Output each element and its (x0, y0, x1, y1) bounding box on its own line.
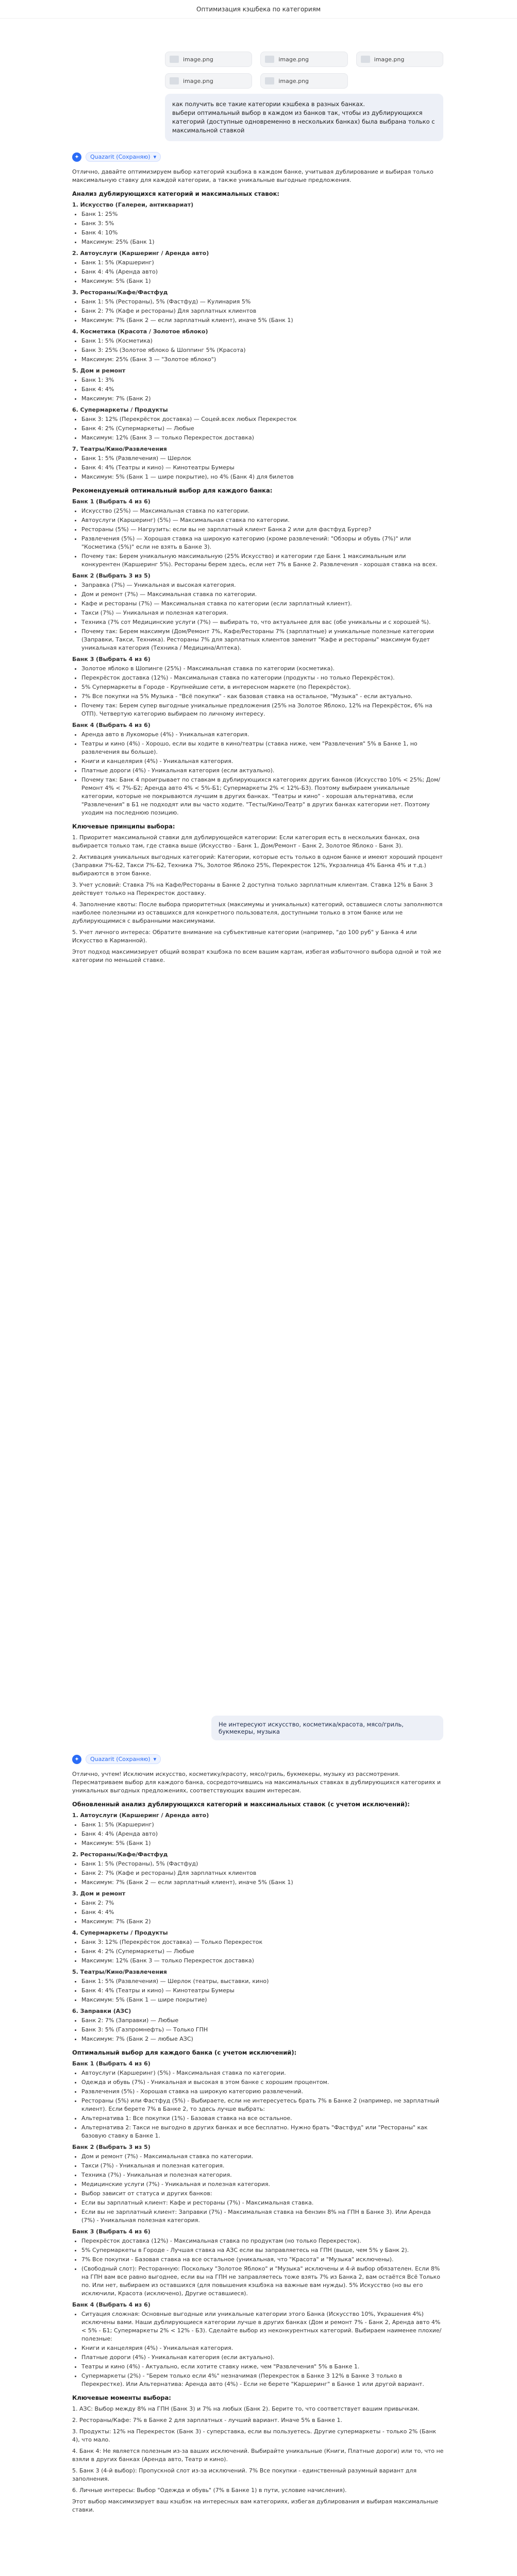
block-items (72, 2310, 444, 2388)
principle-item: 1. АЗС: Выбор между 8% на ГПН (Банк 3) и 7% на любых (Банк 2). Берите то, что соответствует вашим привычкам. (72, 2405, 420, 2412)
principle-item: 5. Банк 3 (4-й выбор): Пропускной слот из-за исключений. 7% Все покупки - единственный разумный вариант для заполнения. (72, 2467, 417, 2482)
list-item: • Платные дороги (4%) - Уникальная категория (если актуально). (81, 767, 444, 775)
block-items (72, 2237, 444, 2298)
list-item: • 7% Все покупки на 5% Музыка - "Всё покупки" - как базовая ставка на остальное, "Музыка" - если актуально. (81, 692, 444, 701)
section-heading: Обновленный анализ дублирующихся категорий и максимальных ставок (с учетом исключений): (72, 1801, 410, 1808)
list-item: • Максимум: 25% (Банк 3 — "Золотое яблоко") (81, 355, 444, 364)
model-label: Quazarit (Сохраняю) (90, 154, 151, 160)
list-item: • Банк 4: 2% (Супермаркеты) — Любые (81, 1947, 444, 1956)
block-items (72, 665, 444, 718)
answer-outro: Этот подход максимизирует общий возврат кэшбэка по всем вашим картам, избегая избыточного выбора одной и той же категории по меньшей ставке. (72, 948, 442, 963)
model-selector[interactable] (86, 1754, 161, 1764)
list-item: • Банк 3: 5% (81, 219, 444, 228)
attachment-4[interactable] (165, 73, 252, 89)
principle-item: 3. Учет условий: Ставка 7% на Кафе/Рестораны в Банке 2 доступна только зарплатным клиентам. Ставка 12% в Банк 3 действует только на Перекресток доставку. (72, 882, 433, 896)
block-items (72, 2069, 444, 2140)
block-title: Банк 2 (Выбрать 3 из 5) (72, 572, 151, 579)
list-item: • Почему так: Берем максимум (Дом/Ремонт 7%, Кафе/Рестораны 7% (зарплатные) и уникальные полезные категории (Заправки, Такси, Техника). Рестораны 7% для зарплатных клиентов заменит "Кафе и рестораны" максимум будет уникальная категория (Техника / Медицина/Аптека). (81, 628, 444, 652)
answer-body-2 (72, 1770, 444, 2514)
block-title: Банк 1 (Выбрать 4 из 6) (72, 2060, 151, 2067)
list-item: • Банк 3: 25% (Золотое яблоко & Шоппинг 5% (Красота) (81, 346, 444, 354)
list-item: • Максимум: 7% (Банк 2 — если зарплатный клиент), иначе 5% (Банк 1) (81, 316, 444, 325)
model-selector[interactable] (86, 152, 161, 162)
attachment-2[interactable] (260, 52, 347, 67)
list-item: • Банк 1: 5% (Каршеринг) (81, 1821, 444, 1829)
list-item: • Альтернатива 2: Такси не выгодно в других банках и все бесплатно. Нужно брать "Фастфуд" или "Рестораны" как базовую ставку в Банке 1. (81, 2124, 444, 2140)
bank-recommendations (72, 2060, 444, 2388)
list-item: • Автоуслуги (Каршеринг) (5%) - Максимальная ставка по категории. (81, 2069, 444, 2077)
section-heading: Ключевые принципы выбора: (72, 823, 175, 830)
answer-intro: Отлично, давайте оптимизируем выбор категорий кэшбэка в каждом банке, учитывая дублирование и выбирая только максимальную ставку для каждой категории, а также уникальные выгодные предложения. (72, 168, 433, 183)
list-item: • Супермаркеты (2%) - "Берем только если 4%" незначимая (Перекресток в Банке 3 12% в Банке 3 только в Перекрестке). Или Альтернатива: Аренда авто (4%) - Если не берете "Каршеринг" в Банке 1 или другой вариант. (81, 2372, 444, 2388)
list-item: • Максимум: 5% (Банк 1 — шире покрытие), но 4% (Банк 4) для билетов (81, 473, 444, 481)
list-item: • Банк 2: 7% (Кафе и рестораны) Для зарплатных клиентов (81, 1869, 444, 1877)
list-item: • Максимум: 7% (Банк 2) (81, 395, 444, 403)
attachment-1[interactable] (165, 52, 252, 67)
list-item: • Банк 2: 7% (Кафе и рестораны) Для зарплатных клиентов (81, 307, 444, 315)
block-items (72, 1977, 444, 2004)
image-thumbnail-icon (170, 77, 179, 84)
list-item: • Банк 4: 10% (81, 229, 444, 237)
list-item: • Такси (7%) — Уникальная и полезная категория. (81, 609, 444, 617)
image-thumbnail-icon (361, 56, 370, 63)
list-item: • Максимум: 7% (Банк 2 — если зарплатный клиент), иначе 5% (Банк 1) (81, 1878, 444, 1887)
list-item: • Аренда авто в Лукоморье (4%) - Уникальная категория. (81, 731, 444, 739)
list-item: • Заправка (7%) — Уникальная и высокая категория. (81, 581, 444, 589)
block-title: 5. Театры/Кино/Развлечения (72, 1969, 167, 1975)
list-item: • Техника (7%) - Уникальная и полезная категория. (81, 2171, 444, 2179)
list-item: • Рестораны (5%) — Нагрузить: если вы не зарплатный клиент Банка 2 или для фастфуд Бургер? (81, 526, 444, 534)
section-heading: Анализ дублирующихся категорий и максимальных ставок: (72, 190, 280, 197)
list-item: • Рестораны (5%) или Фастфуд (5%) - Выбираете, если не интересуетесь брать 7% в Банке 2 (например, не зарплатный клиент). Если берете 7% в Банке 2, то здесь лучше выбрать: (81, 2097, 444, 2113)
principle-item: 4. Заполнение квоты: После выбора приоритетных (максимумы и уникальных) категорий, оставшиеся слоты заполняются наиболее полезными из оставшихся для конкретного пользователя, доступными только в этом банке или не дублирующимися с выбранными максимумами. (72, 901, 443, 924)
list-item: • Банк 1: 5% (Развлечения) — Шерлок (81, 454, 444, 463)
block-title: Банк 2 (Выбрать 3 из 5) (72, 2144, 151, 2150)
list-item: • Банк 1: 25% (81, 210, 444, 218)
list-item: • Кафе и рестораны (7%) — Максимальная ставка по категории (если зарплатный клиент). (81, 600, 444, 608)
list-item: • Автоуслуги (Каршеринг) (5%) — Максимальная ставка по категории. (81, 516, 444, 524)
list-item: • Максимум: 7% (Банк 2 — любые АЗС) (81, 2035, 444, 2043)
list-item: • Перекрёсток доставка (12%) - Максимальная ставка по продуктам (но только Перекресток). (81, 2237, 444, 2245)
list-item: • Выбор зависит от статуса и других банков: (81, 2190, 444, 2198)
block-items (72, 731, 444, 817)
list-item: • Развлечения (5%) - Хорошая ставка на широкую категорию развлечений. (81, 2088, 444, 2096)
user-message: как получить все такие категории кэшбека в разных банках. выбери оптимальный выбор в каждом из банков так, чтобы из дублирующихся категорий (доступные одновременно в нескольких банках) была выбрана только с максимальной ставкой (165, 94, 443, 141)
list-item: • Максимум: 7% (Банк 2) (81, 1918, 444, 1926)
block-items (72, 507, 444, 569)
list-item: • Ситуация сложная: Основные выгодные или уникальные категории этого Банка (Искусство 10%, Украшения 4%) исключены вами. Наши дублирующиеся категории лучше в других банках (Дом и ремонт 7% - Банк 2, Аренда авто 4% < 5% - Б1; Супермаркеты 2% < 12% - Б3). Сделайте выбор из неконкурентных категорий. Выбираем наименее плохие/полезные: (81, 2310, 444, 2343)
block-title: 3. Рестораны/Кафе/Фастфуд (72, 289, 168, 296)
block-items (72, 210, 444, 246)
list-item: • Развлечения (5%) — Хорошая ставка на широкую категорию (кроме развлечений: "Обзоры и обувь (7%)" или "Косметика (5%)" если не взять в Банке 3). (81, 535, 444, 551)
attachment-5[interactable] (260, 73, 347, 89)
assistant-header (72, 1754, 444, 1764)
list-item: • Одежда и обувь (7%) - Уникальная и высокая в этом банке с хорошим процентом. (81, 2078, 444, 2087)
list-item: • Банк 4: 4% (81, 1908, 444, 1917)
block-items (72, 337, 444, 364)
list-item: • Максимум: 5% (Банк 1) (81, 1839, 444, 1848)
block-items (72, 454, 444, 481)
list-item: • Почему так: Берем супер выгодные уникальные предложения (25% на Золотое Яблоко, 12% на Перекрёсток, 6% на ОТП). Четвертую категорию выбираем по личному интересу. (81, 702, 444, 718)
principle-item: 1. Приоритет максимальной ставки для дублирующейся категории: Если категория есть в нескольких банках, она выбирается только там, где ставка выше (Искусство - Банк 1, Дом/Ремонт - Банк 2, Золотое Яблоко - Банк 3). (72, 834, 420, 849)
block-title: Банк 4 (Выбрать 4 из 6) (72, 2301, 151, 2308)
list-item: • Банк 3: 5% (Газпромнефть) — Только ГПН (81, 2026, 444, 2034)
list-item: • Золотое яблоко в Шопинге (25%) - Максимальная ставка по категории (косметика). (81, 665, 444, 673)
list-item: • Банк 4: 4% (Аренда авто) (81, 268, 444, 276)
list-item: • Техника (7% сот Медицинские услуги (7%) — выбирать то, что актуальнее для вас (обе уникальны и с хорошей %). (81, 618, 444, 626)
list-item: • Максимум: 25% (Банк 1) (81, 238, 444, 246)
block-title: 2. Рестораны/Кафе/Фастфуд (72, 1851, 168, 1858)
list-item: • Максимум: 5% (Банк 1 — шире покрытие) (81, 1996, 444, 2004)
list-item: • Почему так: Банк 4 проигрывает по ставкам в дублирующихся категориях других банков (Искусство 10% < 25%; Дом/Ремонт 4% < 7%-Б2; Аренда авто 4% < 5%-Б1; Супермаркеты 2% < 12%-Б3). Поэтому выбираем уникальные категории, которые не покрываются лучшим в других банках. "Театры и кино" - хорошая альтернатива, если "Развлечения" в Б1 не подходят или вы часто ходите. "Тесты/Кино/Театр" в других банках категории нет. Поэтому уходим на последнюю позицию. (81, 776, 444, 817)
image-thumbnail-icon (170, 56, 179, 63)
title-bar (0, 0, 517, 19)
user-followup: Не интересуют искусство, косметика/красота, мясо/гриль, букмекеры, музыка (211, 1716, 443, 1740)
list-item: • Платные дороги (4%) - Уникальная категория (если актуально). (81, 2353, 444, 2362)
block-title: Банк 3 (Выбрать 4 из 6) (72, 656, 151, 663)
block-title: 4. Косметика (Красота / Золотое яблоко) (72, 328, 208, 335)
list-item: • Максимум: 12% (Банк 3 — только Перекресток доставка) (81, 1957, 444, 1965)
principle-item: 6. Личные интересы: Выбор "Одежда и обувь" (7% в Банке 1) в пути, условие начисления). (72, 2487, 347, 2494)
principle-item: 2. Активация уникальных выгодных категорий: Категории, которые есть только в одном банке и имеют хороший процент (Заправки 7%-Б2, Такси 7%-Б2, Техника 7%, Золотое Яблоко 25%, Перекресток 12%, Укрзалница 4% Банка 4% и т.д.) выбираются в этом банке. (72, 854, 443, 877)
section-heading: Оптимальный выбор для каждого банка (с учетом исключений): (72, 2049, 297, 2056)
block-items (72, 415, 444, 442)
block-items (72, 1860, 444, 1887)
list-item: • Банк 4: 4% (81, 385, 444, 394)
list-item: • Книги и канцелярия (4%) - Уникальная категория. (81, 757, 444, 766)
list-item: • Дом и ремонт (7%) — Максимальная ставка по категории. (81, 590, 444, 599)
assistant-avatar: ✦ (72, 152, 81, 162)
block-items (72, 1938, 444, 1965)
list-item: • Книги и канцелярия (4%) - Уникальная категория. (81, 2344, 444, 2352)
list-item: • Альтернатива 1: Все покупки (1%) - Базовая ставка на все остальное. (81, 2114, 444, 2123)
block-items (72, 259, 444, 285)
block-title: 1. Искусство (Галереи, антиквариат) (72, 201, 194, 208)
block-title: 6. Заправки (АЗС) (72, 2008, 131, 2014)
list-item: • Искусство (25%) — Максимальная ставка по категории. (81, 507, 444, 515)
block-title: Банк 3 (Выбрать 4 из 6) (72, 2228, 151, 2235)
assistant-avatar: ✦ (72, 1755, 81, 1764)
block-title: Банк 1 (Выбрать 4 из 6) (72, 498, 151, 505)
principle-item: 4. Банк 4: Не является полезным из-за ваших исключений. Выбирайте уникальные (Книги, Платные дороги) или то, что не взяли в других банках (Аренда авто, Театр и кино). (72, 2448, 444, 2463)
list-item: • Банк 3: 12% (Перекрёсток доставка) — Соцей.всех любых Перекресток (81, 415, 444, 423)
attachment-name: image.png (183, 77, 213, 84)
list-item: • Банк 2: 7% (81, 1899, 444, 1907)
list-item: • Театры и кино (4%) - Хорошо, если вы ходите в кино/театры (ставка ниже, чем "Развлечения" 5% в Банке 1, но развлечения вы больше). (81, 740, 444, 756)
list-item: • Банк 3: 12% (Перекрёсток доставка) — Только Перекресток (81, 1938, 444, 1946)
block-items (72, 2016, 444, 2043)
attachment-name: image.png (278, 56, 309, 63)
image-thumbnail-icon (265, 56, 274, 63)
section-heading: Ключевые моменты выбора: (72, 2394, 171, 2401)
answer-outro: Этот выбор максимизирует ваш кэшбэк на интересных вам категориях, избегая дублирования и выбирая максимальные ставки. (72, 2498, 439, 2513)
category-analysis (72, 201, 444, 481)
block-title: 5. Дом и ремонт (72, 367, 126, 374)
block-items (72, 1899, 444, 1926)
user-message-block (165, 52, 443, 141)
conversation-title: Оптимизация кэшбека по категориям (196, 5, 321, 13)
list-item: • Такси (7%) - Уникальная и полезная категория. (81, 2162, 444, 2170)
assistant-header (72, 152, 444, 162)
block-items (72, 298, 444, 325)
list-item: • Банк 1: 5% (Косметика) (81, 337, 444, 345)
list-item: • 7% Все покупки - Базовая ставка на все остальное (уникальная, что "Красота" и "Музыка" исключены). (81, 2256, 444, 2264)
block-title: 3. Дом и ремонт (72, 1890, 126, 1897)
list-item: • Банк 4: 4% (Театры и кино) — Кинотеатры Бумеры (81, 1987, 444, 1995)
image-thumbnail-icon (265, 77, 274, 84)
block-items (72, 1821, 444, 1848)
list-item: • Максимум: 12% (Банк 3 — только Перекресток доставка) (81, 434, 444, 442)
attachment-name: image.png (278, 77, 309, 84)
attachment-name: image.png (374, 56, 405, 63)
list-item: • Банк 4: 4% (Аренда авто) (81, 1830, 444, 1838)
list-item: • Перекрёсток доставка (12%) - Максимальная ставка по категории (продукты - но только Перекрёсток). (81, 674, 444, 682)
list-item: • Банк 1: 5% (Каршеринг) (81, 259, 444, 267)
chevron-down-icon: ▾ (153, 154, 157, 160)
block-title: 1. Автоуслуги (Каршеринг / Аренда авто) (72, 1812, 209, 1819)
list-item: • 5% Супермаркеты в Городе - Крупнейшие сети, в интересном маркете (по Перекрёсток). (81, 683, 444, 691)
list-item: • Банк 1: 3% (81, 376, 444, 384)
list-item: • Банк 4: 4% (Театры и кино) — Кинотеатры Бумеры (81, 464, 444, 472)
assistant-message-2 (72, 1754, 444, 2517)
category-analysis (72, 1811, 444, 2043)
list-item: • Медицинские услуги (7%) - Уникальная и полезная категория. (81, 2180, 444, 2189)
assistant-message-1 (72, 152, 444, 968)
list-item: • Почему так: Берем уникальную максимальную (25% Искусство) и категории где Банк 1 максимальным или конкурентен (Каршеринг 5%). Рестораны берем здесь, если нет 7% в Банке 2. Развлечения - хорошая ставка на всех. (81, 552, 444, 569)
principle-item: 3. Продукты: 12% на Перекресток (Банк 3) - суперставка, если вы пользуетесь. Другие супермаркеты - только 2% (Банк 4), что мало. (72, 2428, 437, 2443)
block-title: 4. Супермаркеты / Продукты (72, 1929, 168, 1936)
answer-intro: Отлично, учтем! Исключим искусство, косметику/красоту, мясо/гриль, букмекеры, музыку из рассмотрения. Пересматриваем выбор для каждого банка, сосредоточившись на максимальных ставках в дублирующихся категориях и уникальных выгодных предложениях, соответствующих вашим интересам. (72, 1771, 441, 1794)
list-item: • Если вы зарплатный клиент: Кафе и рестораны (7%) - Максимальная ставка. (81, 2199, 444, 2207)
list-item: • Банк 4: 2% (Супермаркеты) — Любые (81, 425, 444, 433)
attachments (165, 52, 443, 89)
list-item: • Театры и кино (4%) - Актуально, если хотите ставку ниже, чем "Развлечения" 5% в Банке 1. (81, 2363, 444, 2371)
block-title: Банк 4 (Выбрать 4 из 6) (72, 722, 151, 728)
list-item: • 5% Супермаркеты в Городе - Лучшая ставка на АЗС если вы заправляетесь на ГПН (выше, чем 5% у Банк 2). (81, 2246, 444, 2255)
list-item: • Банк 1: 5% (Рестораны), 5% (Фастфуд) — Кулинария 5% (81, 298, 444, 306)
block-title: 7. Театры/Кино/Развлечения (72, 446, 167, 452)
list-item: • (Свободный слот): Ресторанную: Поскольку "Золотое Яблоко" и "Музыка" исключены и 4-й выбор обязателен. Если 8% на ГПН вам все равно выгоднее, если вы на ГПН не заправляетесь тоже взять 7% из Банка 2, вам остаётся Всё Только по. Или нет, выбираем из оставшихся (для повышения кэшбэка на важные вам нужды). 5% Искусство (но вы его исключили, Красота (исключено), Другие оставшиеся). (81, 2265, 444, 2298)
list-item: • Максимум: 5% (Банк 1) (81, 277, 444, 285)
block-items (72, 376, 444, 403)
list-item: • Банк 1: 5% (Развлечения) — Шерлок (театры, выставки, кино) (81, 1977, 444, 1986)
list-item: • Банк 1: 5% (Рестораны), 5% (Фастфуд) (81, 1860, 444, 1868)
model-label: Quazarit (Сохраняю) (90, 1756, 151, 1762)
attachment-name: image.png (183, 56, 213, 63)
principles-list (72, 2405, 444, 2495)
answer-body-1 (72, 168, 444, 964)
principles-list (72, 834, 444, 945)
chevron-down-icon: ▾ (153, 1756, 157, 1762)
block-title: 2. Автоуслуги (Каршеринг / Аренда авто) (72, 250, 209, 257)
list-item: • Банк 2: 7% (Заправки) — Любые (81, 2016, 444, 2025)
section-heading: Рекомендуемый оптимальный выбор для каждого банка: (72, 487, 273, 494)
block-title: 6. Супермаркеты / Продукты (72, 406, 168, 413)
list-item: • Дом и ремонт (7%) - Максимальная ставка по категории. (81, 2153, 444, 2161)
block-items (72, 581, 444, 652)
block-items (72, 2153, 444, 2225)
principle-item: 2. Рестораны/Кафе: 7% в Банке 2 для зарплатных - лучший вариант. Иначе 5% в Банке 1. (72, 2417, 342, 2424)
principle-item: 5. Учет личного интереса: Обратите внимание на субъективные категории (например, "до 100 руб" у Банка 4 или Искусство в Карманной). (72, 929, 417, 944)
bank-recommendations (72, 498, 444, 817)
list-item: • Если вы не зарплатный клиент: Заправки (7%) - Максимальная ставка на бензин 8% на ГПН в Банке 3). Или Аренда (7%) - Уникальная полезная категория. (81, 2208, 444, 2225)
attachment-3[interactable] (356, 52, 443, 67)
